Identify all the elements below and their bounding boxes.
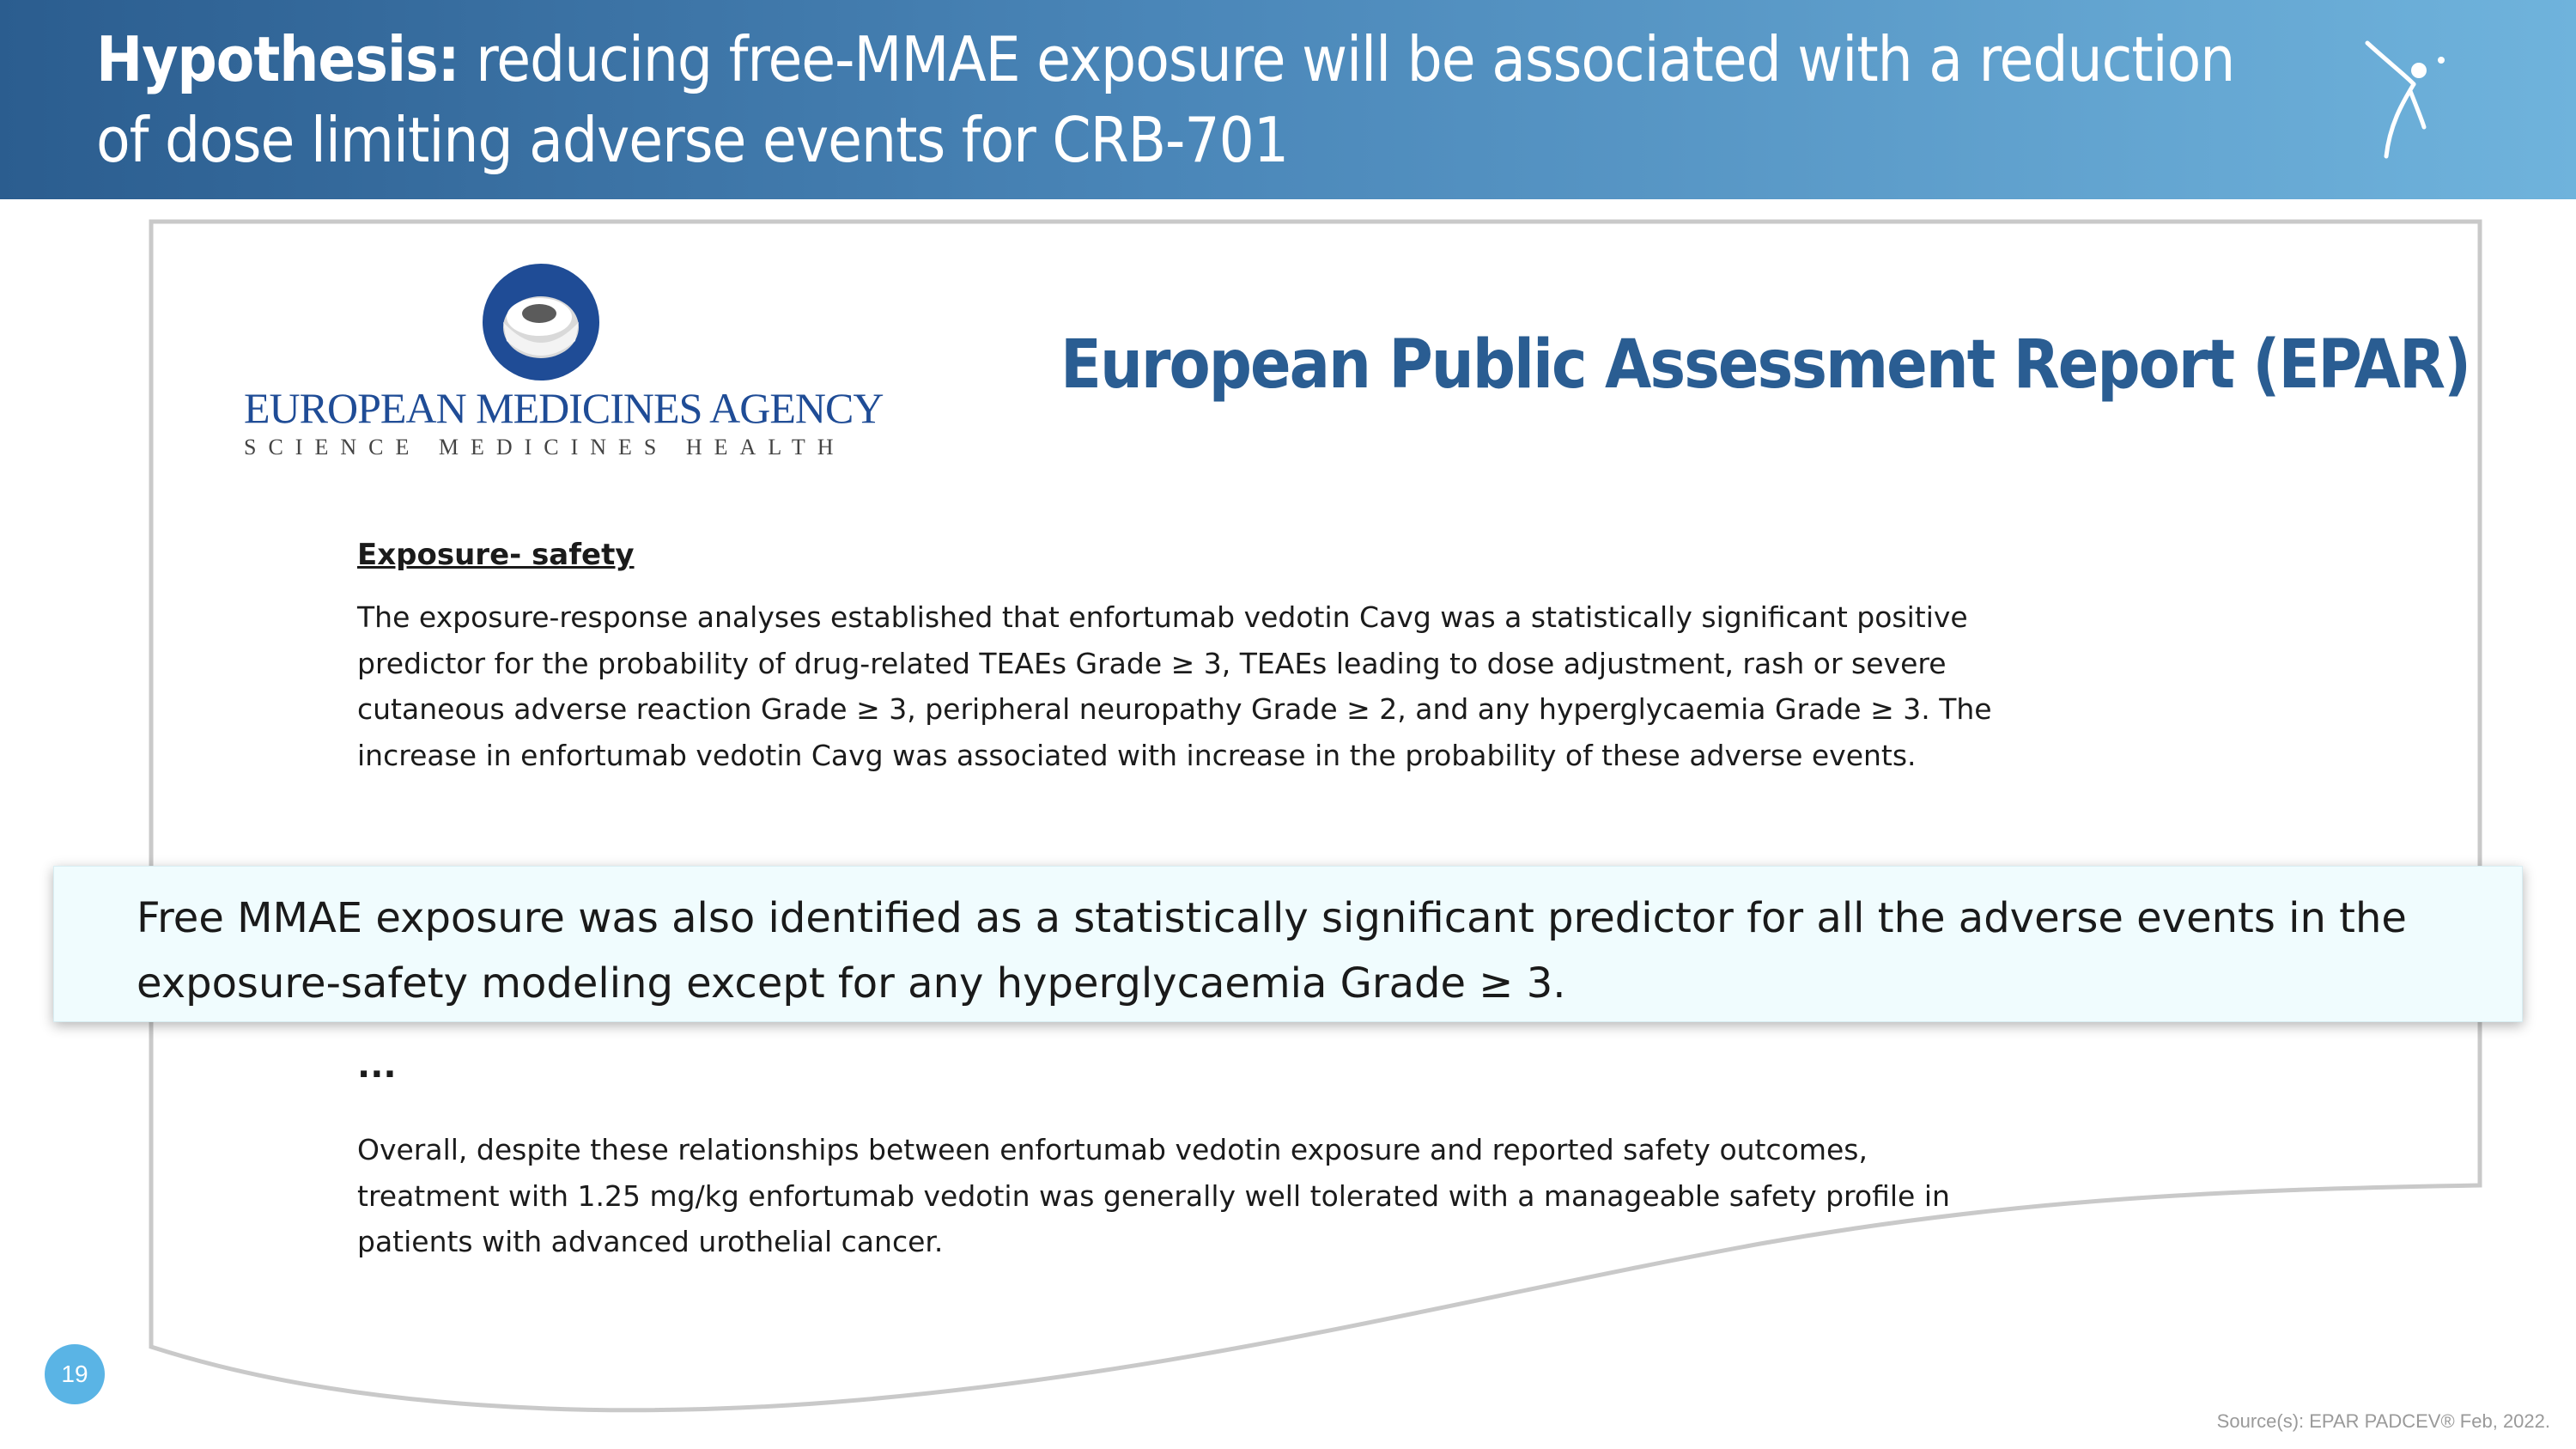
agency-tagline: SCIENCE MEDICINES HEALTH [244, 435, 846, 460]
source-citation: Source(s): EPAR PADCEV® Feb, 2022. [2216, 1410, 2550, 1432]
ema-logo-icon [481, 262, 601, 382]
title-rest: reducing free-MMAE exposure will be associated with a reduction of dose limiting adverse events for CRB-701 [96, 23, 2235, 176]
paragraph-overall-safety: Overall, despite these relationships between enfortumab vedotin exposure and reported safety outcomes, treatment with 1.25 mg/kg enfortumab vedotin was generally well tolerated with a manageable safety profile in patients with advanced urothelial cancer. [357, 1133, 1950, 1258]
report-title: European Public Assessment Report (EPAR) [1060, 326, 2470, 404]
agency-name: EUROPEAN MEDICINES AGENCY [244, 384, 884, 432]
ellipsis: ... [357, 1046, 397, 1086]
title-bold: Hypothesis: [96, 23, 459, 95]
highlight-callout [53, 866, 2523, 1022]
section-heading: Exposure- safety [357, 538, 635, 572]
page-number-badge: 19 [45, 1344, 105, 1404]
callout-text: Free MMAE exposure was also identified as a statistically significant predictor for all the adverse events in the exposure-safety modeling except for any hyperglycaemia Grade ≥ 3. [137, 894, 2407, 1008]
paragraph-exposure-response: The exposure-response analyses established that enfortumab vedotin Cavg was a statistically significant positive predictor for the probability of drug-related TEAEs Grade ≥ 3, TEAEs leading to dose adjustment, rash or severe cutaneous adverse reaction Grade ≥ 3, peripheral neuropathy Grade ≥ 2, and any hyperglycaemia Grade ≥ 3. The increase in enfortumab vedotin Cavg was associated with increase in the probability of these adverse events. [357, 600, 1992, 772]
